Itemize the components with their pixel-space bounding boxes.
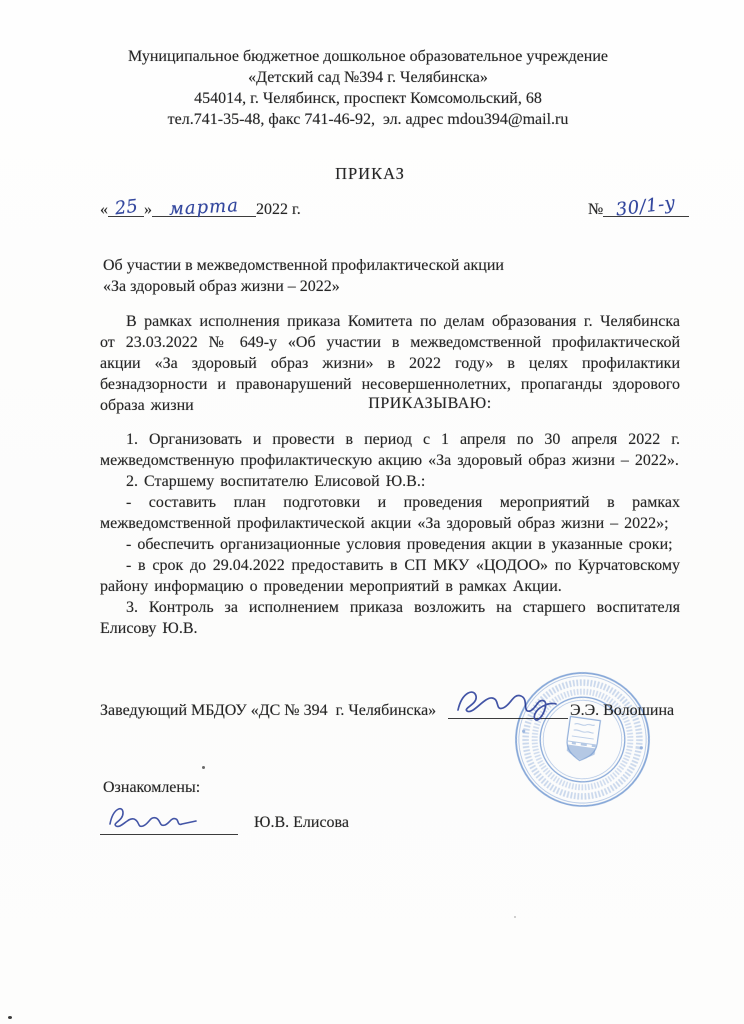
stamp-emblem bbox=[565, 716, 601, 762]
acknowledged-label: Ознакомлены: bbox=[103, 779, 201, 796]
director-name: Э.Э. Волошина bbox=[570, 702, 675, 719]
order-item: - обеспечить организационные условия проведения акции в указанные сроки; bbox=[126, 536, 673, 553]
date-number-row bbox=[0, 192, 744, 228]
stamp-microtext-ring-inner bbox=[528, 685, 636, 793]
preamble-paragraph: В рамках исполнения приказа Комитета по делам образования г. Челябинска от 23.03.2022 № 649-у «Об участии в межведомственной профилактической акции «За здоровый образ жизни» в 2022 году» в целях профилактики безнадзорности и правонарушений несовершеннолетних, пропаганды здорового образа жизни bbox=[100, 313, 680, 414]
day-blank bbox=[108, 195, 144, 220]
order-item: 3. Контроль за исполнением приказа возложить на старшего воспитателя Елисову Ю.В. bbox=[100, 599, 680, 637]
scan-speck bbox=[202, 766, 205, 769]
order-items bbox=[100, 429, 680, 639]
month-blank bbox=[152, 195, 256, 220]
handwritten-number: 30/1-у bbox=[614, 192, 678, 221]
order-item: - в срок до 29.04.2022 предоставить в СП МКУ «ЦОДОО» по Курчатовскому району информацию о проведении мероприятий в рамках Акции. bbox=[100, 557, 680, 595]
handwritten-month: марта bbox=[168, 195, 240, 220]
subject-line-2: «За здоровый образ жизни – 2022» bbox=[103, 278, 340, 295]
order-subject bbox=[103, 255, 683, 297]
order-item: - составить план подготовки и проведения мероприятий в рамках межведомственной профилактической акции «За здоровый образ жизни – 2022»; bbox=[100, 494, 680, 532]
org-title-line: «Детский сад №394 г. Челябинска» bbox=[248, 69, 488, 86]
order-title: ПРИКАЗ bbox=[335, 164, 405, 183]
year-text: 2022 г. bbox=[256, 201, 301, 218]
decree-word: ПРИКАЗЫВАЮ: bbox=[368, 395, 492, 412]
order-number bbox=[588, 192, 689, 221]
scan-speck bbox=[8, 1016, 12, 1019]
acknowledged-name: Ю.В. Елисова bbox=[254, 814, 349, 831]
scan-speck bbox=[514, 916, 516, 918]
open-quote: « bbox=[100, 201, 108, 218]
number-sign: № bbox=[588, 201, 604, 218]
close-quote: » bbox=[144, 201, 152, 218]
handwritten-day: 25 bbox=[113, 195, 139, 220]
letterhead bbox=[62, 46, 674, 130]
stamp-outer-ring bbox=[507, 664, 657, 814]
round-stamp bbox=[503, 660, 662, 819]
number-blank bbox=[603, 192, 689, 221]
order-date bbox=[100, 195, 301, 220]
acknowledged-handwritten-signature bbox=[104, 800, 199, 836]
order-item: 2. Старшему воспитателю Елисовой Ю.В.: bbox=[126, 473, 426, 490]
director-signature-label: Заведующий МБДОУ «ДС № 394 г. Челябинска» bbox=[100, 702, 437, 719]
org-name-line: Муниципальное бюджетное дошкольное образовательное учреждение bbox=[128, 48, 608, 65]
org-contacts-line: тел.741-35-48, факс 741-46-92, эл. адрес mdou394@mail.ru bbox=[167, 111, 569, 128]
org-address-line: 454014, г. Челябинск, проспект Комсомольский, 68 bbox=[194, 90, 542, 107]
subject-line-1: Об участии в межведомственной профилактической акции bbox=[103, 257, 504, 274]
order-item: 1. Организовать и провести в период с 1 апреля по 30 апреля 2022 г. межведомственную профилактическую акцию «За здоровый образ жизни – 2022». bbox=[100, 431, 680, 469]
